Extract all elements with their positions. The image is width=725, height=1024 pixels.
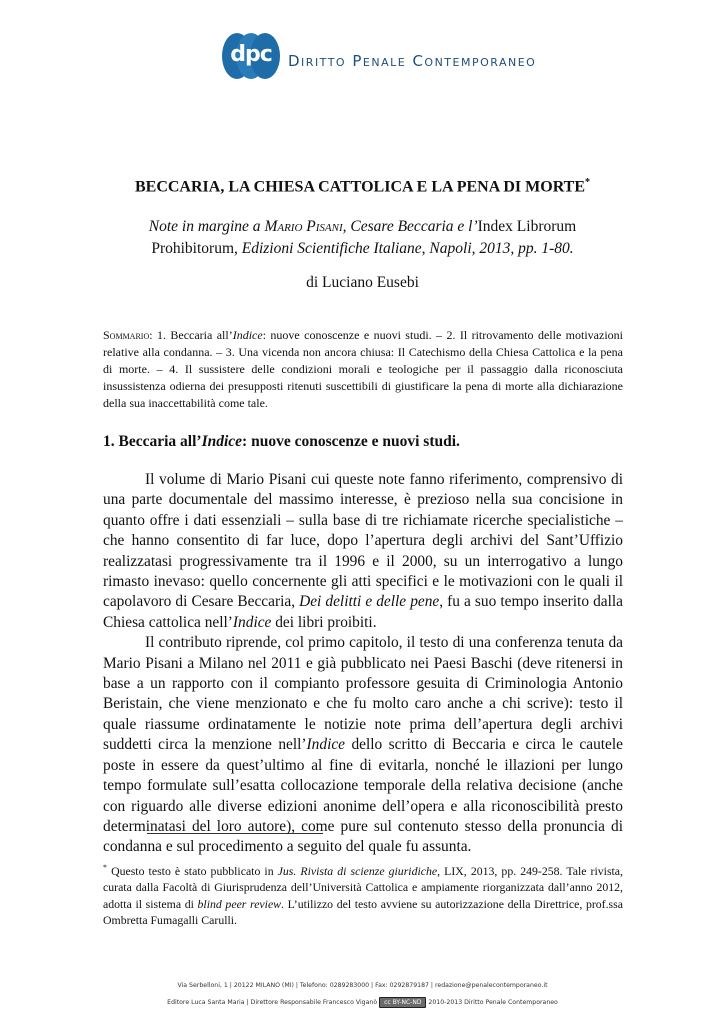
section-heading: 1. Beccaria all’Indice: nuove conoscenze e nuovi studi. <box>103 433 460 450</box>
section-body <box>103 470 623 858</box>
summary-label: Sommario <box>103 328 150 342</box>
article-title: BECCARIA, LA CHIESA CATTOLICA E LA PENA DI MORTE* <box>134 177 591 196</box>
author-byline: di Luciano Eusebi <box>306 274 419 291</box>
summary-paragraph: Sommario: 1. Beccaria all’Indice: nuove conoscenze e nuovi studi. – 2. Il ritrovamento delle motivazioni relative alla condanna. – 3. Una vicenda non ancora chiusa: Il Catechismo della Chiesa Cattolica e la pena di morte. – 4. Il sussistere delle condizioni morali e teologiche per il passaggio dalla riconosciuta insussistenza odierna dei presupposti ritenuti suscettibili di giustificare la pena di morte alla dichiarazione della sua inaccettabilità come tale. <box>103 328 623 410</box>
footer-contact-line: Via Serbelloni, 1 | 20122 MILANO (MI) | Telefono: 0289283000 | Fax: 0292879187 | redazione@penalecontemporaneo.it <box>177 982 548 989</box>
footnote: * Questo testo è stato pubblicato in Jus. Rivista di scienze giuridiche, LIX, 2013, pp. 249-258. Tale rivista, curata dalla Facoltà di Giurisprudenza dell’Università Cattolica e ampiamente riorganizzata dall’anno 2012, adotta il sistema di blind peer review. L’utilizzo del testo avviene su autorizzazione della Direttrice, prof.ssa Ombretta Fumagalli Carulli. <box>103 863 623 928</box>
dpc-logo-icon: dpc <box>222 30 278 84</box>
publisher-logo <box>222 30 536 84</box>
body-paragraph: Il contributo riprende, col primo capitolo, il testo di una conferenza tenuta da Mario Pisani a Milano nel 2011 e già pubblicato nei Paesi Baschi (deve ritenersi in base a un rapporto con il compianto professore gesuita di Criminologia Antonio Beristain, che viene menzionato e che fu molto caro anche a chi scrive): testo il quale riassume ordinatamente le notizie note prima dell’apertura degli archivi suddetti circa la menzione nell’Indice dello scritto di Beccaria e circa le cautele poste in essere da quest’ultimo al fine di evitarla, nonché le illazioni per lungo tempo formulate sull’esatta collocazione temporale della relativa decisione (anche con riguardo alle diverse edizioni anonime dell’opera e alla riconoscibilità presto determinatasi del loro autore), come pure sul contenuto stesso della pronuncia di condanna e sul procedimento a seguito del quale fu assunta. <box>103 634 623 856</box>
title-footnote-marker[interactable]: * <box>585 177 591 188</box>
creative-commons-license-icon[interactable]: cc BY-NC-ND <box>379 997 426 1008</box>
footnote-divider <box>147 833 323 834</box>
article-subtitle: Note in margine a Mario Pisani, Cesare Beccaria e l’Index Librorum Prohibitorum, Edizioni Scientifiche Italiane, Napoli, 2013, pp. 1-80. <box>148 218 577 257</box>
publisher-name: Diritto Penale Contemporaneo <box>288 52 537 70</box>
footer-editor-line: Editore Luca Santa Maria | Direttore Responsabile Francesco Viganò cc BY-NC-ND 2010-2013 Diritto Penale Contemporaneo <box>167 998 558 1006</box>
body-paragraph: Il volume di Mario Pisani cui queste note fanno riferimento, comprensivo di una parte documentale del massimo interesse, è prezioso nella sua concisione in quanto offre i dati essenziali – sulla base di tre richiamate ricerche specialistiche – che hanno consentito di far luce, dopo l’apertura degli archivi del Sant’Uffizio realizzatasi progressivamente tra il 1996 e il 2000, su un interrogativo a lungo rimasto inevaso: quello concernente gli atti specifici e le motivazioni con le quali il capolavoro di Cesare Beccaria, Dei delitti e delle pene, fu a suo tempo inserito dalla Chiesa cattolica nell’Indice dei libri proibiti. <box>103 471 623 631</box>
page-footer <box>0 977 725 1011</box>
